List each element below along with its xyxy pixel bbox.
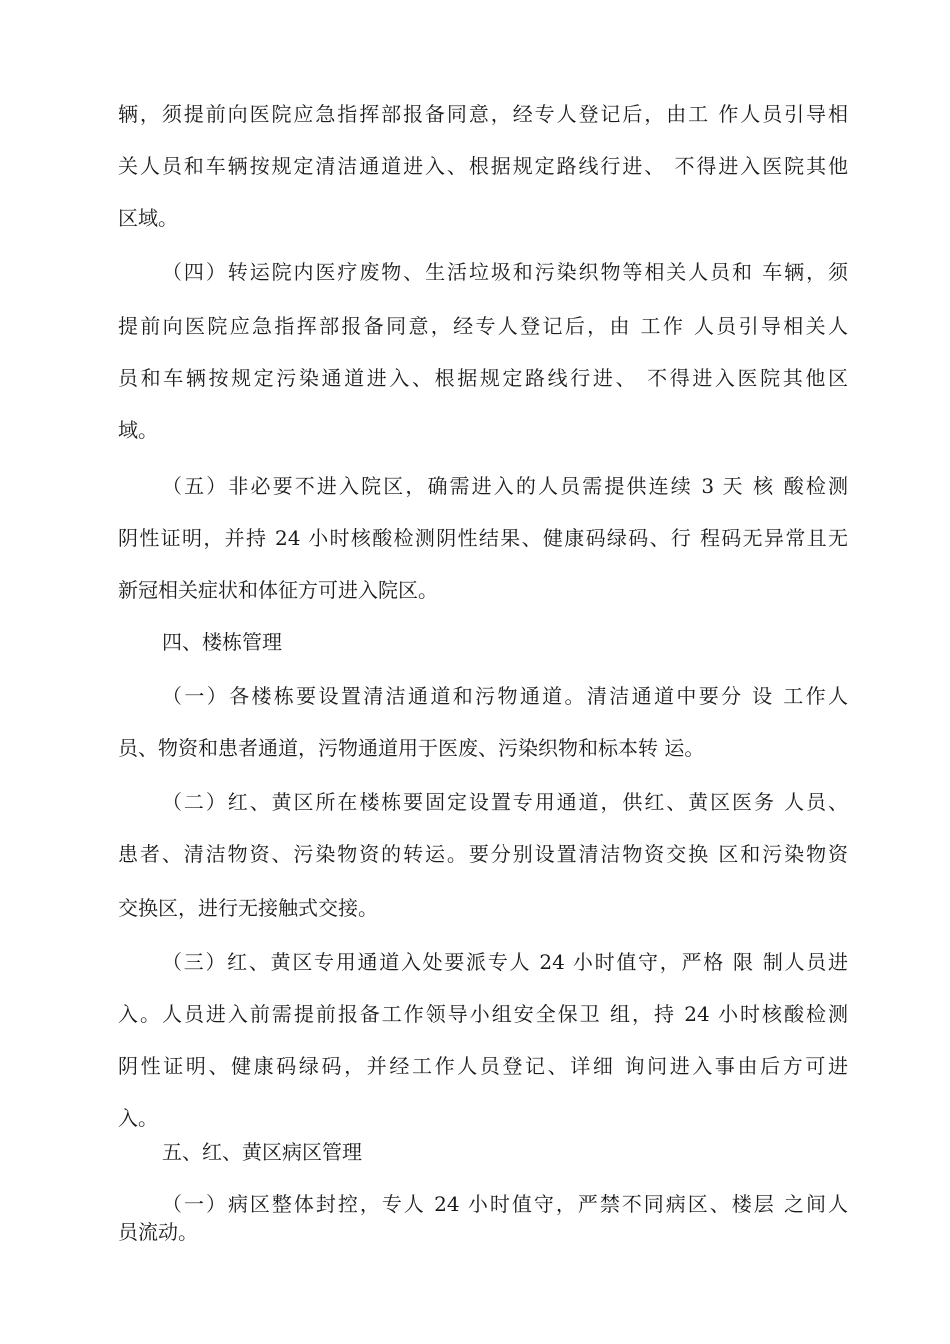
section-heading: 五、红、黄区病区管理 <box>162 1140 362 1164</box>
paragraph-line: （一）病区整体封控，专人 24 小时值守，严禁不同病区、楼层 之间人 <box>162 1192 848 1216</box>
paragraph-line: （二）红、黄区所在楼栋要固定设置专用通道，供红、黄区医务 人员、 <box>162 790 848 814</box>
paragraph-line: 交换区，进行无接触式交接。 <box>118 896 378 920</box>
paragraph-line: （四）转运院内医疗废物、生活垃圾和污染织物等相关人员和 车辆，须 <box>162 260 848 284</box>
paragraph-line: 关人员和车辆按规定清洁通道进入、根据规定路线行进、 不得进入医院其他 <box>118 154 848 178</box>
paragraph-line: 新冠相关症状和体征方可进入院区。 <box>118 578 438 602</box>
paragraph-line: 提前向医院应急指挥部报备同意，经专人登记后，由 工作 人员引导相关人 <box>118 314 848 338</box>
section-heading: 四、楼栋管理 <box>162 630 282 654</box>
paragraph-line: 阴性证明、健康码绿码，并经工作人员登记、详细 询问进入事由后方可进 <box>118 1054 848 1078</box>
paragraph-line: 入。 <box>118 1106 158 1130</box>
paragraph-line: 阴性证明，并持 24 小时核酸检测阴性结果、健康码绿码、行 程码无异常且无 <box>118 526 848 550</box>
paragraph-line: 区域。 <box>118 206 178 230</box>
paragraph-line: （五）非必要不进入院区，确需进入的人员需提供连续 3 天 核 酸检测 <box>162 474 848 498</box>
paragraph-line: 员、物资和患者通道，污物通道用于医废、污染织物和标本转 运。 <box>118 736 705 760</box>
paragraph-line: 域。 <box>118 418 158 442</box>
paragraph-line: （三）红、黄区专用通道入处要派专人 24 小时值守，严格 限 制人员进 <box>162 950 848 974</box>
paragraph-line: 辆，须提前向医院应急指挥部报备同意，经专人登记后，由工 作人员引导相 <box>118 102 848 126</box>
paragraph-line: 员和车辆按规定污染通道进入、根据规定路线行进、 不得进入医院其他区 <box>118 366 848 390</box>
paragraph-line: 入。人员进入前需提前报备工作领导小组安全保卫 组，持 24 小时核酸检测 <box>118 1002 848 1026</box>
paragraph-line: 患者、清洁物资、污染物资的转运。要分别设置清洁物资交换 区和污染物资 <box>118 842 848 866</box>
paragraph-line: （一）各楼栋要设置清洁通道和污物通道。清洁通道中要分 设 工作人 <box>162 684 848 708</box>
paragraph-line: 员流动。 <box>118 1220 198 1244</box>
